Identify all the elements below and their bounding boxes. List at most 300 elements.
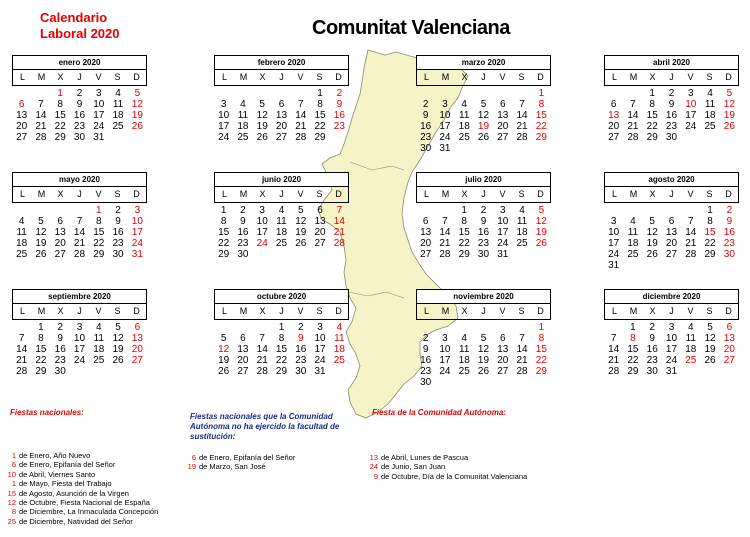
days-grid <box>12 322 147 377</box>
day-cell: 22 <box>218 238 230 249</box>
day-cell: 28 <box>256 366 268 377</box>
day-cell: 6 <box>610 99 617 110</box>
day-cell: 21 <box>16 355 28 366</box>
day-cell: 29 <box>54 132 66 143</box>
day-cell: 6 <box>422 216 429 227</box>
day-cell: 4 <box>630 216 636 227</box>
day-cell: 27 <box>608 132 620 143</box>
weekday-label: V <box>687 189 694 199</box>
day-cell: 26 <box>256 132 268 143</box>
day-cell: 14 <box>16 344 28 355</box>
day-cell: 21 <box>608 355 620 366</box>
day-cell: 17 <box>497 227 509 238</box>
holiday-desc: de Octubre, Día de la Comunitat Valenciana <box>381 471 528 481</box>
day-cell: 4 <box>707 88 713 99</box>
weekday-label: V <box>297 306 304 316</box>
day-cell: 10 <box>93 99 105 110</box>
day-cell: 25 <box>458 132 470 143</box>
day-cell: 10 <box>218 110 230 121</box>
day-cell: 23 <box>665 121 678 132</box>
empty-day <box>681 205 700 216</box>
day-cell: 29 <box>458 249 470 260</box>
weekday-label: D <box>335 72 342 82</box>
weekday-label: D <box>335 306 342 316</box>
day-cell: 16 <box>420 121 432 132</box>
holiday-desc: de Mayo, Fiesta del Trabajo <box>19 479 112 489</box>
weekday-header <box>214 187 349 203</box>
day-cell: 28 <box>439 249 451 260</box>
weekday-label: M <box>239 72 248 82</box>
holiday-desc: de Octubre, Fiesta Nacional de España <box>19 498 150 508</box>
fiestas-nacionales-title: Fiestas nacionales: <box>10 408 84 417</box>
day-cell: 19 <box>112 344 124 355</box>
day-cell: 5 <box>726 88 733 99</box>
day-cell: 30 <box>723 249 735 260</box>
day-cell: 10 <box>439 344 451 355</box>
day-cell: 30 <box>420 143 432 154</box>
day-cell: 19 <box>295 227 307 238</box>
day-cell: 23 <box>333 121 345 132</box>
day-cell: 26 <box>35 249 47 260</box>
day-cell: 13 <box>665 227 678 238</box>
weekday-label: S <box>316 189 323 199</box>
day-cell: 11 <box>16 227 27 238</box>
day-cell: 7 <box>259 333 265 344</box>
day-cell: 17 <box>131 227 143 238</box>
day-cell: 7 <box>610 333 617 344</box>
day-cell: 20 <box>237 355 249 366</box>
day-cell: 28 <box>73 249 86 260</box>
weekday-label: L <box>611 189 617 199</box>
weekday-label: S <box>114 306 121 316</box>
day-cell: 9 <box>726 216 733 227</box>
days-grid <box>604 322 739 377</box>
day-cell: 9 <box>76 99 83 110</box>
day-cell: 14 <box>295 110 307 121</box>
day-cell: 26 <box>723 121 735 132</box>
day-cell: 12 <box>256 110 268 121</box>
day-cell: 1 <box>317 88 323 99</box>
holiday-desc: de Abril, Lunes de Pascua <box>381 453 469 462</box>
day-cell: 30 <box>112 249 124 260</box>
day-cell: 9 <box>422 110 429 121</box>
day-cell: 20 <box>608 121 620 132</box>
day-cell: 2 <box>298 322 304 333</box>
day-cell: 16 <box>646 344 658 355</box>
empty-day <box>51 205 70 216</box>
weekday-label: S <box>518 189 525 199</box>
weekday-label: M <box>441 72 450 82</box>
month-name: marzo 2020 <box>416 55 551 70</box>
empty-day <box>493 322 512 333</box>
weekday-label: X <box>57 189 64 199</box>
day-cell: 28 <box>685 249 697 260</box>
weekday-label: M <box>37 306 46 316</box>
day-cell: 4 <box>461 333 467 344</box>
day-cell: 23 <box>237 238 249 249</box>
day-cell: 3 <box>688 88 694 99</box>
day-cell: 18 <box>516 227 528 238</box>
day-cell: 7 <box>442 216 448 227</box>
day-cell: 29 <box>218 249 230 260</box>
weekday-label: D <box>537 72 544 82</box>
day-cell: 1 <box>38 322 44 333</box>
empty-day <box>455 322 474 333</box>
day-cell: 11 <box>704 99 716 110</box>
empty-day <box>662 205 681 216</box>
day-cell: 21 <box>35 121 47 132</box>
weekday-label: L <box>19 189 25 199</box>
day-cell: 15 <box>458 227 470 238</box>
day-cell: 1 <box>461 205 467 216</box>
weekday-label: J <box>481 189 486 199</box>
day-cell: 12 <box>112 333 124 344</box>
day-cell: 24 <box>131 238 143 249</box>
empty-day <box>70 205 89 216</box>
days-grid <box>214 88 349 143</box>
day-cell: 8 <box>707 216 713 227</box>
day-cell: 17 <box>314 344 326 355</box>
day-cell: 4 <box>240 99 246 110</box>
weekday-header <box>12 70 147 86</box>
empty-day <box>643 205 662 216</box>
day-cell: 20 <box>723 344 735 355</box>
weekday-label: D <box>133 306 140 316</box>
day-cell: 11 <box>237 110 249 121</box>
month-name: junio 2020 <box>214 172 349 187</box>
day-cell: 27 <box>131 355 143 366</box>
day-cell: 25 <box>16 249 28 260</box>
empty-day <box>233 88 252 99</box>
holiday-desc: de Enero, Año Nuevo <box>19 451 91 460</box>
day-cell: 3 <box>668 322 675 333</box>
day-cell: 21 <box>73 238 86 249</box>
day-cell: 23 <box>420 366 432 377</box>
weekday-header <box>604 187 739 203</box>
day-cell: 4 <box>96 322 102 333</box>
days-grid <box>416 88 551 154</box>
day-cell: 5 <box>480 99 487 110</box>
month-calendar <box>214 289 349 377</box>
day-cell: 11 <box>459 344 470 355</box>
weekday-label: X <box>259 189 266 199</box>
day-cell: 14 <box>608 344 620 355</box>
day-cell: 22 <box>704 238 716 249</box>
day-cell: 12 <box>35 227 47 238</box>
day-cell: 14 <box>439 227 451 238</box>
holiday-day: 15 <box>7 488 16 498</box>
day-cell: 22 <box>93 238 105 249</box>
holiday-desc: de Junio, San Juan <box>381 462 446 472</box>
day-cell: 18 <box>458 121 470 132</box>
weekday-header <box>416 304 551 320</box>
day-cell: 22 <box>646 121 658 132</box>
weekday-label: L <box>423 72 429 82</box>
day-cell: 29 <box>627 366 639 377</box>
calendar-title-line1: Calendario <box>40 10 108 25</box>
days-grid <box>416 322 551 388</box>
day-cell: 21 <box>685 238 697 249</box>
day-cell: 27 <box>420 249 432 260</box>
day-cell: 22 <box>535 355 547 366</box>
days-grid <box>12 88 147 143</box>
day-cell: 17 <box>608 238 620 249</box>
day-cell: 1 <box>57 88 63 99</box>
day-cell: 16 <box>295 344 307 355</box>
day-cell: 31 <box>93 132 105 143</box>
day-cell: 25 <box>516 238 528 249</box>
month-calendar <box>604 55 739 143</box>
holiday-desc: de Enero, Epifanía del Señor <box>199 453 296 462</box>
day-cell: 8 <box>317 99 323 110</box>
day-cell: 14 <box>256 344 268 355</box>
day-cell: 24 <box>439 366 451 377</box>
day-cell: 12 <box>131 99 143 110</box>
calendar-title <box>40 10 120 42</box>
day-cell: 16 <box>112 227 124 238</box>
weekday-label: V <box>687 72 694 82</box>
empty-day <box>416 88 435 99</box>
day-cell: 4 <box>688 322 694 333</box>
day-cell: 16 <box>665 110 678 121</box>
day-cell: 5 <box>38 216 44 227</box>
day-cell: 24 <box>218 132 230 143</box>
day-cell: 1 <box>278 322 285 333</box>
weekday-label: S <box>706 189 713 199</box>
day-cell: 6 <box>278 99 285 110</box>
day-cell: 12 <box>535 216 547 227</box>
day-cell: 21 <box>516 355 528 366</box>
day-cell: 19 <box>477 121 490 132</box>
day-cell: 15 <box>704 227 716 238</box>
holiday-item <box>2 517 158 526</box>
day-cell: 4 <box>115 88 121 99</box>
day-cell: 17 <box>256 227 268 238</box>
day-cell: 8 <box>649 99 655 110</box>
weekday-label: L <box>423 306 429 316</box>
day-cell: 1 <box>538 322 545 333</box>
month-name: enero 2020 <box>12 55 147 70</box>
day-cell: 18 <box>16 238 28 249</box>
holiday-desc: de Marzo, San José <box>199 462 266 472</box>
holiday-day: 12 <box>7 498 16 508</box>
day-cell: 15 <box>275 344 288 355</box>
fiestas-no-sustitucion-title: Fiestas nacionales que la Comunidad Autónoma no ha ejercido la facultad de sustitución: <box>190 412 340 441</box>
day-cell: 16 <box>723 227 735 238</box>
month-calendar <box>416 55 551 154</box>
month-calendar <box>604 289 739 377</box>
day-cell: 13 <box>497 110 509 121</box>
day-cell: 23 <box>73 121 86 132</box>
day-cell: 8 <box>57 99 63 110</box>
day-cell: 8 <box>278 333 285 344</box>
day-cell: 3 <box>76 322 83 333</box>
day-cell: 10 <box>497 216 509 227</box>
weekday-label: M <box>441 306 450 316</box>
day-cell: 29 <box>35 366 47 377</box>
day-cell: 16 <box>54 344 66 355</box>
day-cell: 29 <box>704 249 716 260</box>
weekday-header <box>12 187 147 203</box>
holiday-item <box>2 451 158 460</box>
day-cell: 13 <box>608 110 620 121</box>
day-cell: 4 <box>461 99 467 110</box>
day-cell: 31 <box>439 143 451 154</box>
day-cell: 2 <box>76 88 83 99</box>
day-cell: 9 <box>336 99 343 110</box>
day-cell: 5 <box>298 205 304 216</box>
day-cell: 20 <box>314 227 326 238</box>
days-grid <box>604 205 739 271</box>
day-cell: 7 <box>76 216 83 227</box>
day-cell: 13 <box>497 344 509 355</box>
day-cell: 20 <box>16 121 28 132</box>
day-cell: 15 <box>535 344 547 355</box>
weekday-header <box>604 304 739 320</box>
day-cell: 28 <box>516 366 528 377</box>
month-name: septiembre 2020 <box>12 289 147 304</box>
day-cell: 28 <box>295 132 307 143</box>
day-cell: 28 <box>516 132 528 143</box>
day-cell: 20 <box>54 238 66 249</box>
empty-day <box>12 205 31 216</box>
day-cell: 11 <box>112 99 124 110</box>
month-calendar <box>12 289 147 377</box>
empty-day <box>512 322 531 333</box>
weekday-label: X <box>57 72 64 82</box>
weekday-label: V <box>95 189 102 199</box>
holiday-item <box>182 453 295 462</box>
weekday-label: L <box>19 72 25 82</box>
weekday-label: M <box>239 306 248 316</box>
weekday-label: X <box>461 306 468 316</box>
empty-day <box>455 88 474 99</box>
day-cell: 24 <box>608 249 620 260</box>
days-grid <box>214 205 349 260</box>
weekday-header <box>604 70 739 86</box>
day-cell: 10 <box>665 333 678 344</box>
day-cell: 20 <box>497 355 509 366</box>
holiday-day: 13 <box>369 453 378 462</box>
day-cell: 28 <box>627 132 639 143</box>
day-cell: 9 <box>649 333 655 344</box>
day-cell: 6 <box>134 322 141 333</box>
day-cell: 24 <box>73 355 86 366</box>
holiday-day: 9 <box>373 471 378 481</box>
empty-day <box>272 88 291 99</box>
day-cell: 6 <box>240 333 246 344</box>
day-cell: 19 <box>646 238 658 249</box>
fiestas-autonomicas-title: Fiesta de la Comunidad Autónoma: <box>372 408 506 417</box>
day-cell: 3 <box>442 333 448 344</box>
empty-day <box>12 322 31 333</box>
fiestas-nacionales-list <box>2 451 158 526</box>
day-cell: 5 <box>707 322 713 333</box>
day-cell: 10 <box>131 216 143 227</box>
day-cell: 29 <box>646 132 658 143</box>
day-cell: 26 <box>477 132 490 143</box>
day-cell: 24 <box>665 355 678 366</box>
day-cell: 29 <box>314 132 326 143</box>
day-cell: 7 <box>519 99 525 110</box>
day-cell: 10 <box>73 333 86 344</box>
day-cell: 13 <box>420 227 432 238</box>
day-cell: 19 <box>256 121 268 132</box>
day-cell: 10 <box>439 110 451 121</box>
day-cell: 2 <box>480 205 487 216</box>
empty-day <box>623 88 642 99</box>
day-cell: 19 <box>35 238 47 249</box>
day-cell: 3 <box>610 216 617 227</box>
day-cell: 24 <box>685 121 697 132</box>
day-cell: 4 <box>336 322 343 333</box>
weekday-label: M <box>629 189 638 199</box>
day-cell: 28 <box>35 132 47 143</box>
day-cell: 9 <box>240 216 246 227</box>
day-cell: 25 <box>93 355 105 366</box>
weekday-label: D <box>725 72 732 82</box>
days-grid <box>12 205 147 260</box>
day-cell: 9 <box>57 333 63 344</box>
day-cell: 16 <box>420 355 432 366</box>
weekday-label: J <box>669 306 674 316</box>
day-cell: 30 <box>665 132 678 143</box>
weekday-label: J <box>481 306 486 316</box>
day-cell: 17 <box>685 110 697 121</box>
empty-day <box>604 205 623 216</box>
fiestas-no-sustitucion-list <box>182 453 295 472</box>
day-cell: 29 <box>93 249 105 260</box>
day-cell: 19 <box>131 110 143 121</box>
day-cell: 2 <box>422 333 429 344</box>
day-cell: 18 <box>112 110 124 121</box>
empty-day <box>512 88 531 99</box>
day-cell: 2 <box>649 322 655 333</box>
weekday-label: S <box>518 72 525 82</box>
day-cell: 3 <box>259 205 265 216</box>
day-cell: 5 <box>480 333 487 344</box>
day-cell: 15 <box>535 110 547 121</box>
day-cell: 8 <box>96 216 102 227</box>
empty-day <box>291 88 310 99</box>
day-cell: 3 <box>220 99 227 110</box>
empty-day <box>31 205 50 216</box>
month-name: febrero 2020 <box>214 55 349 70</box>
day-cell: 30 <box>477 249 490 260</box>
day-cell: 13 <box>275 110 288 121</box>
weekday-label: J <box>481 72 486 82</box>
day-cell: 8 <box>38 333 44 344</box>
holiday-desc: de Diciembre, La Inmaculada Concepción <box>19 507 159 517</box>
weekday-label: J <box>279 72 284 82</box>
weekday-label: X <box>259 72 266 82</box>
day-cell: 16 <box>73 110 86 121</box>
day-cell: 22 <box>535 121 547 132</box>
day-cell: 19 <box>535 227 547 238</box>
day-cell: 4 <box>18 216 25 227</box>
day-cell: 5 <box>649 216 655 227</box>
day-cell: 31 <box>314 366 326 377</box>
day-cell: 3 <box>96 88 102 99</box>
day-cell: 1 <box>538 88 545 99</box>
day-cell: 12 <box>646 227 658 238</box>
day-cell: 15 <box>646 110 658 121</box>
day-cell: 5 <box>134 88 141 99</box>
day-cell: 9 <box>298 333 304 344</box>
day-cell: 11 <box>334 333 345 344</box>
day-cell: 7 <box>630 99 636 110</box>
day-cell: 29 <box>535 132 547 143</box>
